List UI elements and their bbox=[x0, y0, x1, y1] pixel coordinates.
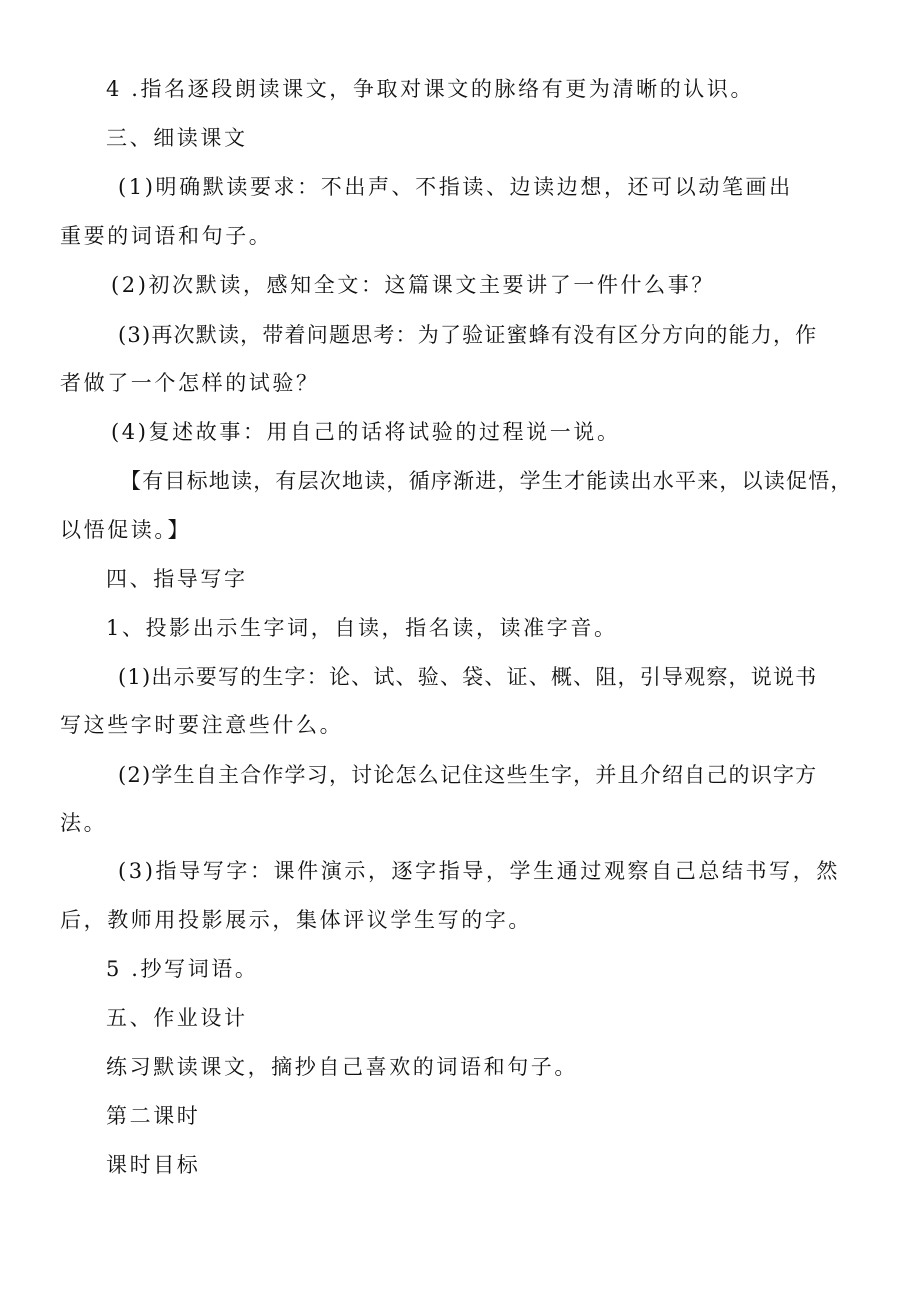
lesson-goal-heading: 课时目标 bbox=[106, 1153, 201, 1177]
paragraph-step-4: 4 .指名逐段朗读课文，争取对课文的脉络有更为清晰的认识。 bbox=[106, 77, 755, 101]
paragraph-writing-substep-1-line-1: (1)出示要写的生字：论、试、验、袋、证、概、阻，引导观察，说说书 bbox=[118, 665, 818, 689]
paragraph-substep-2: (2)初次默读，感知全文：这篇课文主要讲了一件什么事？ bbox=[111, 273, 715, 297]
paragraph-substep-4: (4)复述故事：用自己的话将试验的过程说一说。 bbox=[111, 420, 621, 444]
lesson-two-heading: 第二课时 bbox=[106, 1104, 201, 1128]
section-heading-5: 五、作业设计 bbox=[106, 1006, 248, 1030]
section-heading-3: 三、细读课文 bbox=[106, 126, 248, 150]
note-line-1: 【有目标地读，有层次地读，循序渐进，学生才能读出水平来，以读促悟， bbox=[120, 469, 853, 493]
paragraph-writing-substep-1-line-2: 写这些字时要注意些什么。 bbox=[60, 713, 344, 737]
section-heading-4: 四、指导写字 bbox=[106, 567, 248, 591]
paragraph-writing-substep-2-line-1: (2)学生自主合作学习，讨论怎么记住这些生字，并且介绍自己的识字方 bbox=[118, 763, 818, 787]
paragraph-writing-substep-3-line-2: 后，教师用投影展示，集体评议学生写的字。 bbox=[60, 908, 532, 932]
paragraph-substep-3-line-1: (3)再次默读，带着问题思考：为了验证蜜蜂有没有区分方向的能力，作 bbox=[118, 323, 818, 347]
paragraph-substep-1-line-1: (1)明确默读要求：不出声、不指读、边读边想，还可以动笔画出 bbox=[118, 175, 793, 199]
paragraph-step-5: 5 .抄写词语。 bbox=[106, 957, 259, 981]
paragraph-writing-1: 1、投影出示生字词，自读，指名读，读准字音。 bbox=[106, 616, 618, 640]
paragraph-writing-substep-3-line-1: (3)指导写字：课件演示，逐字指导，学生通过观察自己总结书写，然 bbox=[118, 859, 840, 883]
paragraph-substep-1-line-2: 重要的词语和句子。 bbox=[60, 224, 273, 248]
note-line-2: 以悟促读。】 bbox=[60, 518, 192, 542]
homework-text: 练习默读课文，摘抄自己喜欢的词语和句子。 bbox=[106, 1055, 578, 1079]
paragraph-writing-substep-2-line-2: 法。 bbox=[60, 811, 108, 835]
paragraph-substep-3-line-2: 者做了一个怎样的试验？ bbox=[60, 371, 320, 395]
